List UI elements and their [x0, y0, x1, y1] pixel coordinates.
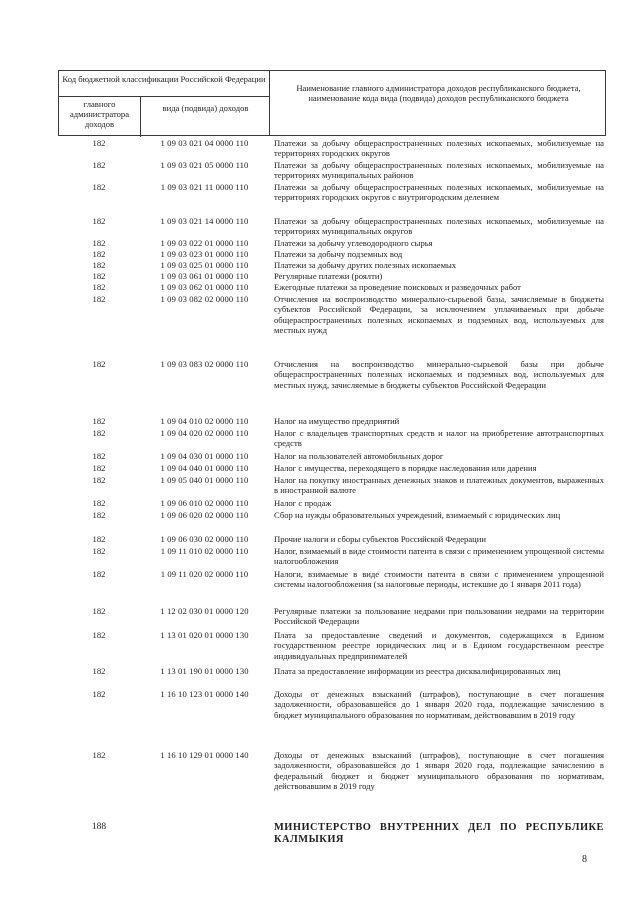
income-code: 1 12 02 030 01 0000 120	[160, 606, 249, 616]
income-code: 1 09 03 082 02 0000 110	[160, 294, 249, 304]
income-code: 1 09 03 061 01 0000 110	[160, 271, 249, 281]
income-name: Налог с продаж	[274, 498, 332, 508]
income-code: 1 09 03 022 01 0000 110	[160, 238, 249, 248]
income-name: Платежи за добычу общераспространенных полезных ископаемых, мобилизуемые на территориях муниципальных районов	[274, 160, 604, 181]
name-column-header: Наименование главного администратора доходов республиканского бюджета, наименование кода вида (подвида) доходов республиканского бюджета	[296, 83, 581, 103]
admin-code: 182	[92, 750, 106, 760]
admin-code: 182	[92, 463, 106, 473]
admin-code: 182	[92, 216, 106, 226]
admin-code: 182	[92, 138, 106, 148]
income-name: Налоги, взимаемые в виде стоимости патента в связи с применением упрощенной системы налогообложения (за налоговые периоды, истекшие до 1 января 2011 года)	[274, 569, 604, 590]
income-name: Отчисления на воспроизводство минерально-сырьевой базы, зачисляемые в бюджеты субъектов Российской Федерации, за исключением уплачиваемых при добыче общераспространенных полезных ископаемых и подземных вод, используемых для местных нужд	[274, 294, 604, 336]
income-name: Налог на пользователей автомобильных дорог	[274, 451, 444, 461]
admin-code: 182	[92, 534, 106, 544]
admin-code: 182	[92, 630, 106, 640]
admin-code: 182	[92, 182, 106, 192]
admin-code: 182	[92, 569, 106, 579]
admin-code: 182	[92, 498, 106, 508]
income-code: 1 13 01 020 01 0000 130	[160, 630, 249, 640]
income-name: Платежи за добычу общераспространенных полезных ископаемых, мобилизуемые на территориях муниципальных округов	[274, 216, 604, 237]
admin-code: 182	[92, 160, 106, 170]
table-header	[58, 70, 606, 136]
page-number: 8	[582, 854, 587, 865]
income-name: Отчисления на воспроизводство минерально-сырьевой базы при добыче общераспространенных полезных ископаемых и подземных вод, используемых для местных нужд, зачисляемые в бюджеты субъектов Российской Федерации	[274, 359, 604, 390]
kind-column-header: вида (подвида) доходов	[162, 103, 249, 113]
admin-column-header: главного администратора доходов	[59, 97, 141, 137]
income-name: Платежи за добычу углеводородного сырья	[274, 238, 433, 248]
income-code: 1 09 03 021 04 0000 110	[160, 138, 249, 148]
admin-code: 182	[92, 238, 106, 248]
income-name: Ежегодные платежи за проведение поисковых и разведочных работ	[274, 282, 521, 292]
income-code: 1 09 04 040 01 0000 110	[160, 463, 249, 473]
admin-code: 182	[92, 271, 106, 281]
income-code: 1 09 03 021 11 0000 110	[160, 182, 249, 192]
admin-code: 182	[92, 510, 106, 520]
income-name: Налог на покупку иностранных денежных знаков и платежных документов, выраженных в иностранной валюте	[274, 475, 604, 496]
income-name: Налог с владельцев транспортных средств и налог на приобретение автотранспортных средств	[274, 428, 604, 449]
admin-code: 182	[92, 475, 106, 485]
code-title: Код бюджетной классификации Российской Федерации	[59, 71, 269, 97]
income-code: 1 16 10 129 01 0000 140	[160, 750, 249, 760]
admin-code: 182	[92, 359, 106, 369]
income-code: 1 09 06 030 02 0000 110	[160, 534, 249, 544]
admin-code: 182	[92, 451, 106, 461]
income-code: 1 09 03 023 01 0000 110	[160, 249, 249, 259]
income-code: 1 09 03 025 01 0000 110	[160, 260, 249, 270]
income-name: Налог на имущество предприятий	[274, 416, 400, 426]
income-code: 1 09 03 021 05 0000 110	[160, 160, 249, 170]
income-code: 1 09 04 020 02 0000 110	[160, 428, 249, 438]
admin-code: 182	[92, 428, 106, 438]
income-code: 1 09 06 020 02 0000 110	[160, 510, 249, 520]
income-code: 1 09 04 010 02 0000 110	[160, 416, 249, 426]
income-name: Доходы от денежных взысканий (штрафов), поступающие в счет погашения задолженности, образовавшейся до 1 января 2020 года, подлежащие зачислению в бюджет муниципального образования по нормативам, действовавшим в 2019 году	[274, 689, 604, 720]
admin-code: 182	[92, 416, 106, 426]
income-code: 1 09 11 010 02 0000 110	[160, 546, 249, 556]
income-name: Сбор на нужды образовательных учреждений, взимаемый с юридических лиц	[274, 510, 561, 520]
income-code: 1 09 04 030 01 0000 110	[160, 451, 249, 461]
income-code: 1 09 11 020 02 0000 110	[160, 569, 249, 579]
admin-code: 182	[92, 666, 106, 676]
income-name: Регулярные платежи за пользование недрами при пользовании недрами на территории Российской Федерации	[274, 606, 604, 627]
income-name: Плата за предоставление сведений и документов, содержащихся в Едином государственном реестре юридических лиц и в Едином государственном реестре индивидуальных предпринимателей	[274, 630, 604, 661]
admin-code: 182	[92, 260, 106, 270]
income-name: Платежи за добычу других полезных ископаемых	[274, 260, 457, 270]
income-name: Доходы от денежных взысканий (штрафов), поступающие в счет погашения задолженности, образовавшейся до 1 января 2020 года, подлежащие зачислению в федеральный бюджет и бюджет муниципального образования по нормативам, действовавшим в 2019 году	[274, 750, 604, 792]
admin-code: 182	[92, 282, 106, 292]
income-code: 1 13 01 190 01 0000 130	[160, 666, 249, 676]
income-code: 1 09 05 040 01 0000 110	[160, 475, 249, 485]
income-code: 1 09 03 021 14 0000 110	[160, 216, 249, 226]
income-name: Прочие налоги и сборы субъектов Российской Федерации	[274, 534, 486, 544]
income-code: 1 16 10 123 01 0000 140	[160, 689, 249, 699]
income-name: Платежи за добычу общераспространенных полезных ископаемых, мобилизуемые на территориях городских округов с внутригородским делением	[274, 182, 604, 203]
income-name: Налог, взимаемый в виде стоимости патента в связи с применением упрощенной системы налогообложения	[274, 546, 604, 567]
admin-code: 182	[92, 249, 106, 259]
income-name: Платежи за добычу общераспространенных полезных ископаемых, мобилизуемые на территориях городских округов	[274, 138, 604, 159]
ministry-name: МИНИСТЕРСТВО ВНУТРЕННИХ ДЕЛ ПО РЕСПУБЛИКЕ КАЛМЫКИЯ	[274, 822, 604, 845]
admin-code: 188	[91, 822, 107, 832]
admin-code: 182	[92, 294, 106, 304]
code-column-header	[59, 71, 270, 135]
income-name: Плата за предоставление информации из реестра дисквалифицированных лиц	[274, 666, 561, 676]
income-name: Налог с имущества, переходящего в порядке наследования или дарения	[274, 463, 537, 473]
admin-code: 182	[92, 689, 106, 699]
admin-code: 182	[92, 546, 106, 556]
income-code: 1 09 03 083 02 0000 110	[160, 359, 249, 369]
income-name: Платежи за добычу подземных вод	[274, 249, 403, 259]
income-code: 1 09 06 010 02 0000 110	[160, 498, 249, 508]
admin-code: 182	[92, 606, 106, 616]
income-code: 1 09 03 062 01 0000 110	[160, 282, 249, 292]
income-name: Регулярные платежи (роялти)	[274, 271, 383, 281]
